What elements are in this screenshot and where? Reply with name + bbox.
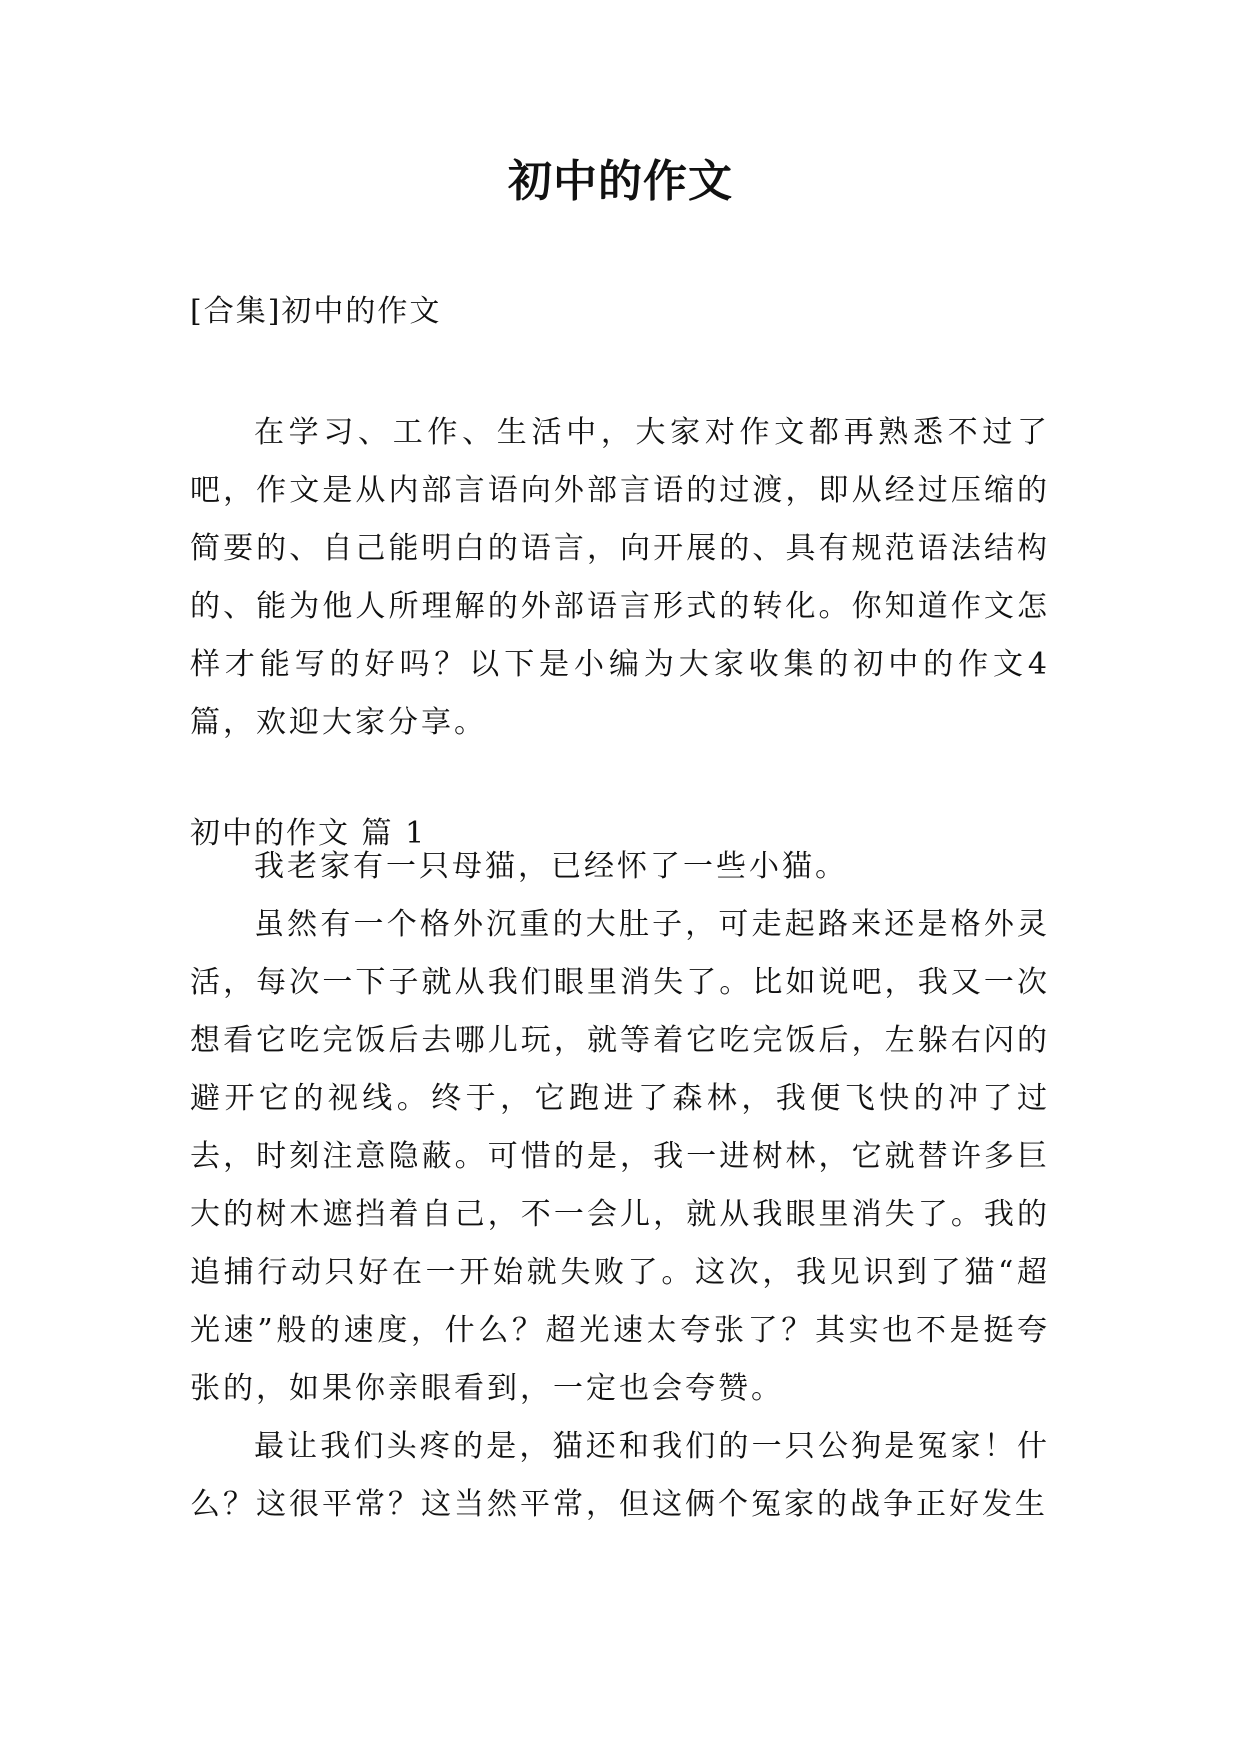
essay-paragraph-1: 我老家有一只母猫，已经怀了一些小猫。: [254, 849, 848, 884]
essay-section: [190, 838, 1050, 1534]
essay-paragraph-3: 最让我们头疼的是，猫还和我们的一只公狗是冤家！什么？这很平常？这当然平常，但这俩个冤家的战争正好发生: [190, 1429, 1050, 1522]
essay-paragraph-2: 虽然有一个格外沉重的大肚子，可走起路来还是格外灵活，每次一下子就从我们眼里消失了。比如说吧，我又一次想看它吃完饭后去哪儿玩，就等着它吃完饭后，左躲右闪的避开它的视线。终于，它跑进了森林，我便飞快的冲了过去，时刻注意隐蔽。可惜的是，我一进树林，它就替许多巨大的树木遮挡着自己，不一会儿，就从我眼里消失了。我的追捕行动只好在一开始就失败了。这次，我见识到了猫“超光速”般的速度，什么？超光速太夸张了？其实也不是挺夸张的，如果你亲眼看到，一定也会夸赞。: [190, 907, 1050, 1406]
document-subtitle: [合集]初中的作文: [190, 294, 442, 329]
section-heading: 初中的作文 篇 1: [190, 816, 427, 851]
intro-section: [190, 404, 1050, 752]
intro-paragraph: 在学习、工作、生活中，大家对作文都再熟悉不过了吧，作文是从内部言语向外部言语的过渡，即从经过压缩的简要的、自己能明白的语言，向开展的、具有规范语法结构的、能为他人所理解的外部语言形式的转化。你知道作文怎样才能写的好吗？以下是小编为大家收集的初中的作文4篇，欢迎大家分享。: [190, 415, 1050, 740]
document-title: 初中的作文: [508, 156, 733, 207]
